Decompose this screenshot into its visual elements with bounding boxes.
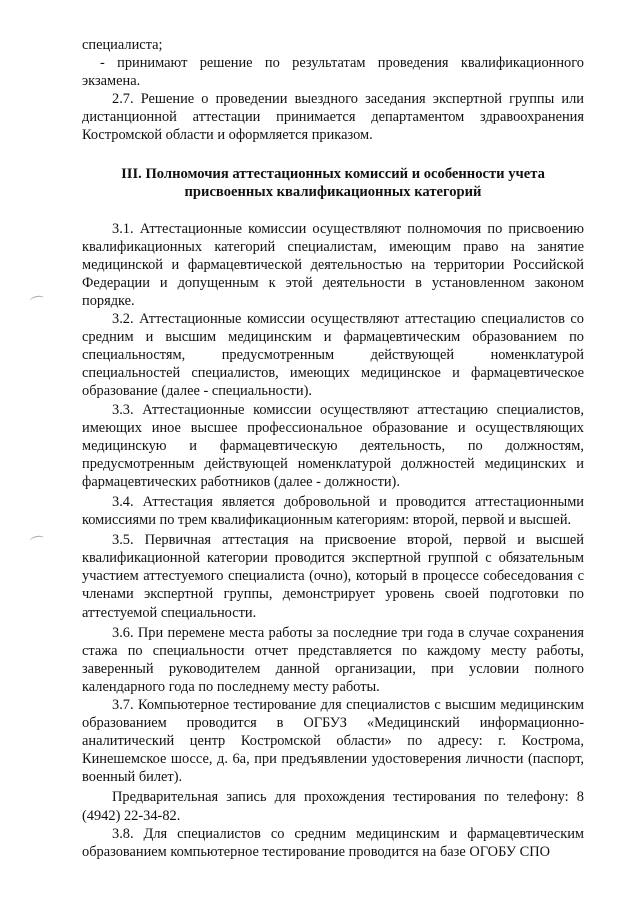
paragraph-3-5: 3.5. Первичная аттестация на присвоение второй, первой и высшей квалификационной категории проводится экспертной группой с обязательным участием аттестуемого специалиста (очно), который в процессе собеседования с членами экспертной группы, демонстрирует уровень своей подготовки по аттестуемой специальности. — [82, 532, 584, 621]
section-heading-line-2: присвоенных квалификационных категорий — [184, 183, 482, 200]
paragraph-3-1: 3.1. Аттестационные комиссии осуществляют полномочия по присвоению квалификационных категорий специалистам, имеющим право на занятие медицинской и фармацевтической деятельностью на территории Российской Федерации и допущенным к этой деятельности в установленном законом порядке. — [82, 220, 584, 309]
paragraph-2-7: 2.7. Решение о проведении выездного заседания экспертной группы или дистанционной аттестации принимается департаментом здравоохранения Костромской области и оформляется приказом. — [82, 91, 584, 144]
scan-mark — [29, 295, 44, 305]
paragraph-3-3: 3.3. Аттестационные комиссии осуществляют аттестацию специалистов, имеющих иное высшее профессиональное образование и осуществляющих медицинскую и фармацевтическую деятельность, по должностям, предусмотренным действующей номенклатурой должностей медицинских и фармацевтических работников (далее - должности). — [82, 401, 584, 490]
paragraph-3-7: 3.7. Компьютерное тестирование для специалистов с высшим медицинским образованием проводится в ОГБУЗ «Медицинский информационно-аналитический центр Костромской области» по адресу: г. Кострома, Кинешемское шоссе, д. 6а, при предъявлении удостоверения личности (паспорт, военный билет). — [82, 697, 584, 786]
section-heading — [82, 165, 584, 201]
paragraph-testing-registration: Предварительная запись для прохождения тестирования по телефону: 8 (4942) 22-34-82. — [82, 789, 584, 824]
section-heading-line-1: III. Полномочия аттестационных комиссий и особенности учета — [121, 165, 545, 182]
scan-mark — [29, 535, 44, 545]
paragraph-list-item: - принимают решение по результатам проведения квалификационного экзамена. — [82, 55, 584, 90]
paragraph-3-2: 3.2. Аттестационные комиссии осуществляют аттестацию специалистов со средним и высшим медицинским и фармацевтическим образованием по специальностям, предусмотренным действующей номенклатурой специальностей специалистов, имеющих медицинское и фармацевтическое образование (далее - специальности). — [82, 311, 584, 400]
paragraph-3-4: 3.4. Аттестация является добровольной и проводится аттестационными комиссиями по трем квалификационным категориям: второй, первой и высшей. — [82, 493, 584, 529]
document-page — [82, 36, 584, 861]
paragraph-3-8: 3.8. Для специалистов со средним медицинским и фармацевтическим образованием компьютерное тестирование проводится на базе ОГОБУ СПО — [82, 825, 584, 860]
paragraph-3-6: 3.6. При перемене места работы за последние три года в случае сохранения стажа по специальности отчет представляется по каждому месту работы, заверенный руководителем данной организации, при условии полного календарного года по последнему месту работы. — [82, 624, 584, 695]
paragraph-continuation: специалиста; — [82, 37, 163, 53]
